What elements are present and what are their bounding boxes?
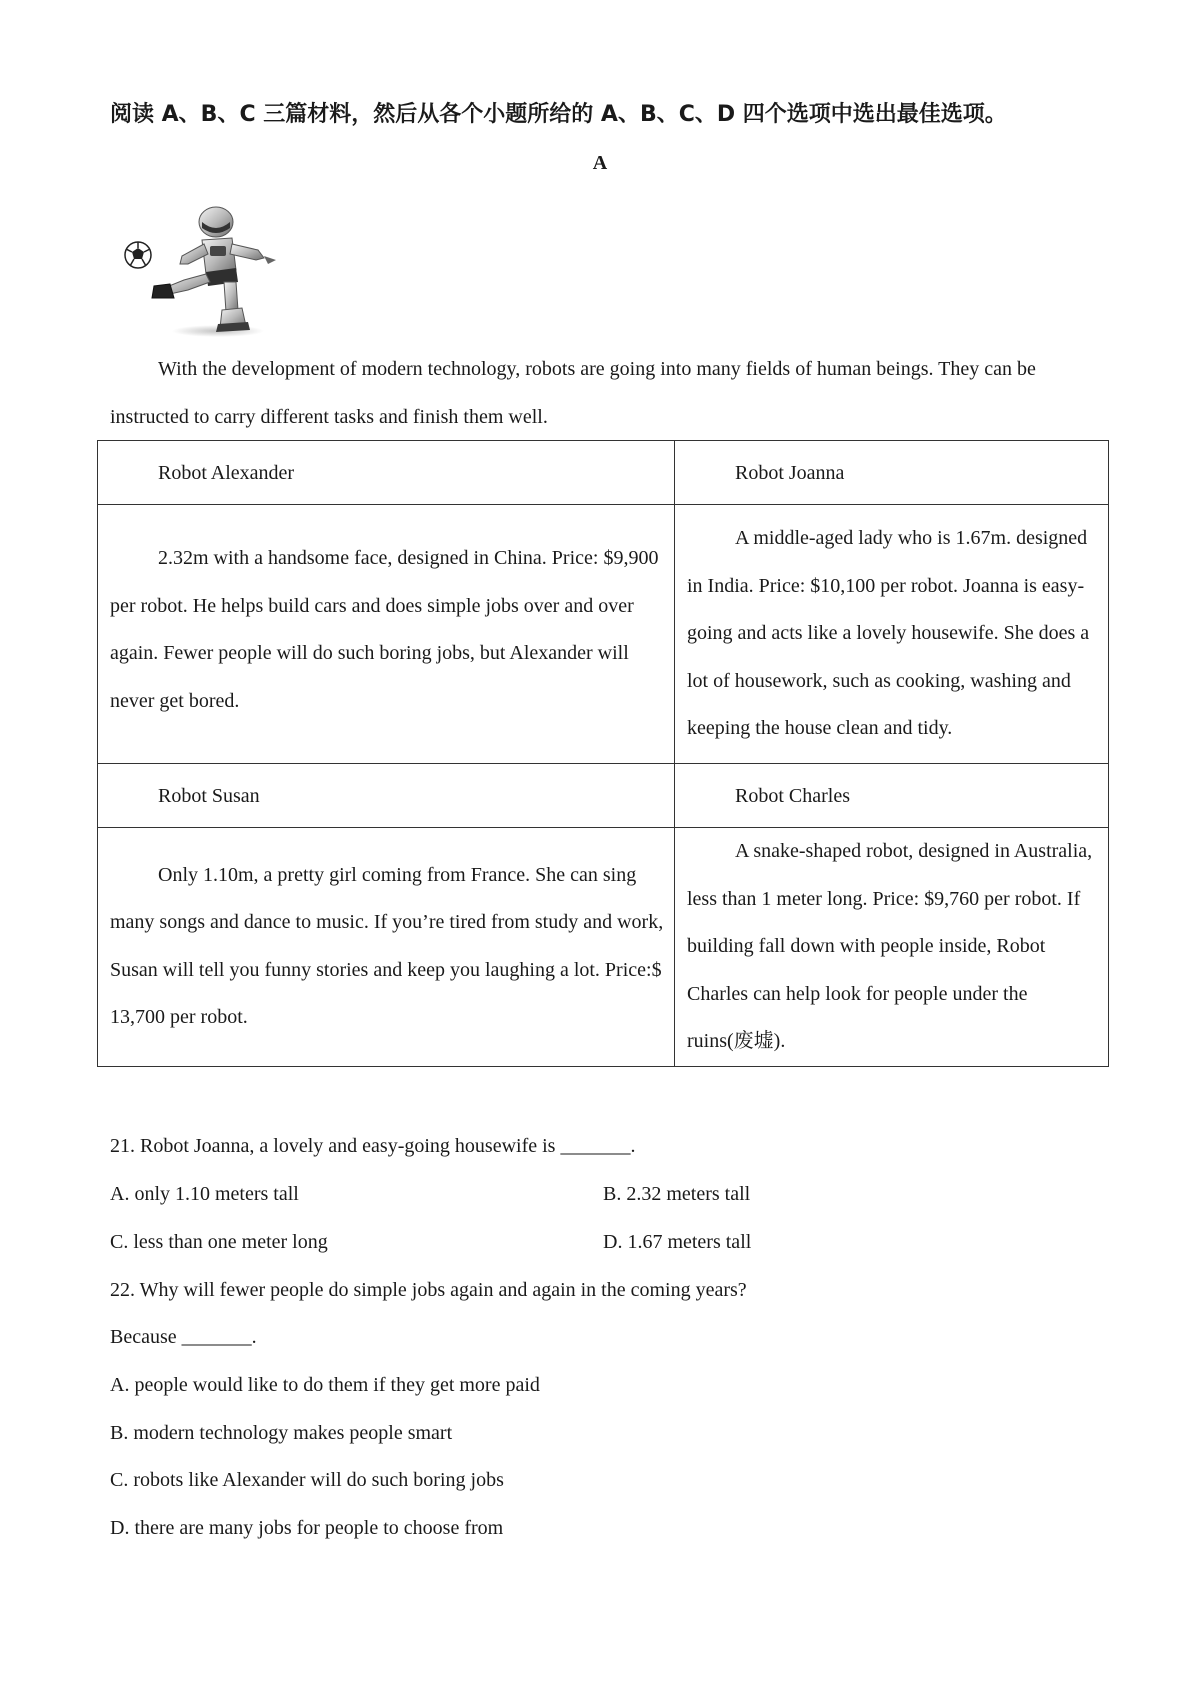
robot-alexander-name: Robot Alexander (98, 441, 675, 505)
question-22-option-a: A. people would like to do them if they get more paid (110, 1374, 540, 1396)
table-row (98, 505, 1109, 764)
question-22-option-c: C. robots like Alexander will do such boring jobs (110, 1469, 504, 1491)
robots-table (97, 440, 1109, 1067)
robot-joanna-desc-cell (675, 505, 1109, 764)
table-row (98, 764, 1109, 828)
table-row (98, 441, 1109, 505)
robot-joanna-name: Robot Joanna (675, 441, 1109, 505)
table-row (98, 828, 1109, 1067)
intro-paragraph: With the development of modern technology, robots are going into many fields of human beings. They can be instructed to carry different tasks and finish them well. (110, 358, 1036, 428)
question-22-option-d: D. there are many jobs for people to choose from (110, 1517, 504, 1539)
robot-charles-name: Robot Charles (675, 764, 1109, 828)
robot-kicking-football-icon (118, 198, 284, 338)
robot-charles-desc-cell (675, 828, 1109, 1067)
robot-joanna-desc: A middle-aged lady who is 1.67m. designed in India. Price: $10,100 per robot. Joanna is easy-going and acts like a lovely housewife. She does a lot of housework, such as cooking, washing and keeping the house clean and tidy. (687, 527, 1090, 740)
question-21-stem: 21. Robot Joanna, a lovely and easy-going housewife is _______. (110, 1135, 636, 1157)
robot-susan-name: Robot Susan (98, 764, 675, 828)
robot-alexander-desc: 2.32m with a handsome face, designed in China. Price: $9,900 per robot. He helps build cars and does simple jobs over and over again. Fewer people will do such boring jobs, but Alexander will never get bored. (110, 547, 659, 712)
question-21-option-c: C. less than one meter long (110, 1231, 328, 1253)
robot-charles-desc: A snake-shaped robot, designed in Australia, less than 1 meter long. Price: $9,760 per robot. If building fall down with people inside, Robot Charles can help look for people under the ruins(废墟). (687, 840, 1093, 1052)
question-22-option-b: B. modern technology makes people smart (110, 1422, 453, 1444)
robot-susan-desc: Only 1.10m, a pretty girl coming from France. She can sing many songs and dance to music. If you’re tired from study and work, Susan will tell you funny stories and keep you laughing a lot. Price:$ 13,700 per robot. (110, 863, 664, 1029)
question-21-option-d: D. 1.67 meters tall (603, 1231, 752, 1253)
instructions: 阅读 A、B、C 三篇材料，然后从各个小题所给的 A、B、C、D 四个选项中选出最佳选项。 (110, 102, 1007, 127)
question-22-stem: 22. Why will fewer people do simple jobs again and again in the coming years? (110, 1279, 747, 1301)
robot-susan-desc-cell (98, 828, 675, 1067)
question-22-stem-continued: Because _______. (110, 1326, 257, 1348)
robot-alexander-desc-cell (98, 505, 675, 764)
question-21-option-a: A. only 1.10 meters tall (110, 1183, 299, 1205)
football-icon (125, 242, 151, 268)
question-21-option-b: B. 2.32 meters tall (603, 1183, 751, 1205)
section-letter: A (592, 152, 608, 174)
